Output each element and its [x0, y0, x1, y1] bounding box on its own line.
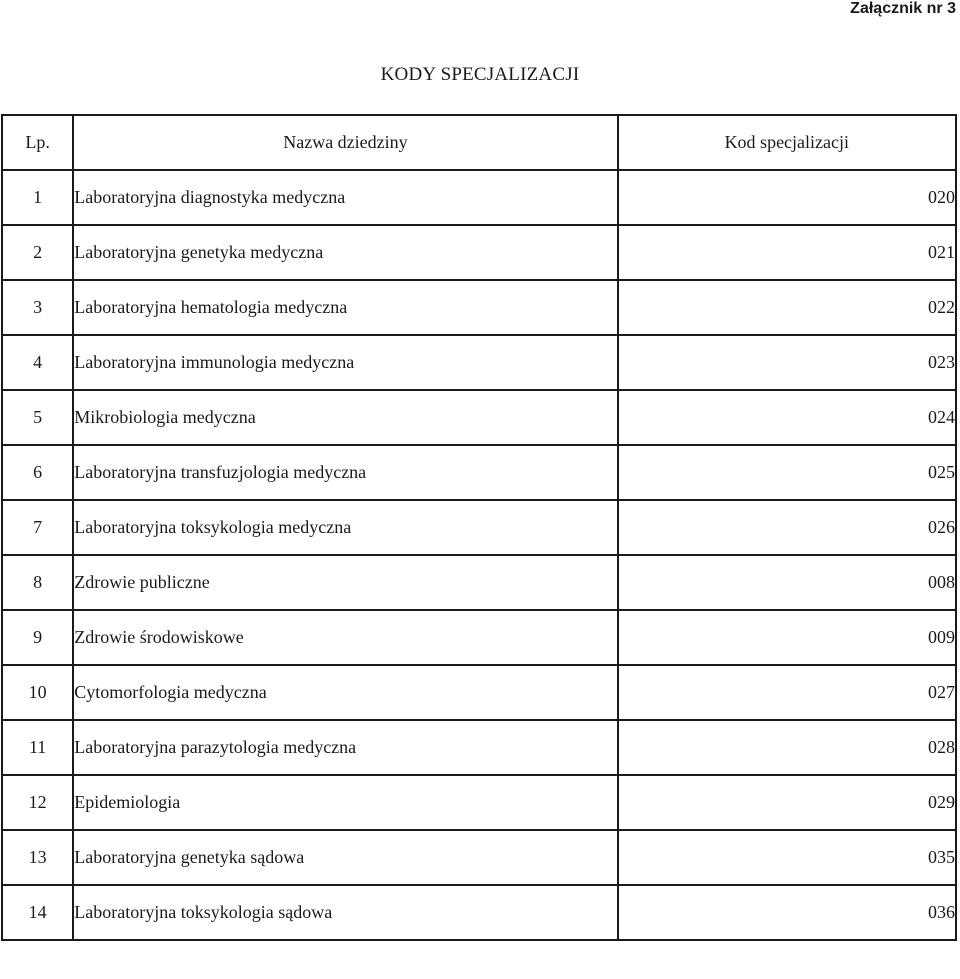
table-row [2, 720, 956, 775]
table-row [2, 335, 956, 390]
row-field-name: Cytomorfologia medyczna [73, 665, 617, 720]
row-lp: 5 [2, 390, 73, 445]
row-field-name: Laboratoryjna diagnostyka medyczna [73, 170, 617, 225]
table-row [2, 610, 956, 665]
row-code: 027 [618, 665, 956, 720]
header-field-name: Nazwa dziedziny [73, 115, 617, 170]
row-lp: 10 [2, 665, 73, 720]
row-lp: 13 [2, 830, 73, 885]
header-specialization-code: Kod specjalizacji [618, 115, 956, 170]
table-row [2, 555, 956, 610]
row-lp: 6 [2, 445, 73, 500]
row-code: 024 [618, 390, 956, 445]
row-code: 023 [618, 335, 956, 390]
row-field-name: Laboratoryjna toksykologia sądowa [73, 885, 617, 940]
row-field-name: Epidemiologia [73, 775, 617, 830]
table-row [2, 170, 956, 225]
row-lp: 9 [2, 610, 73, 665]
table-header-row [2, 115, 956, 170]
table-row [2, 390, 956, 445]
row-field-name: Mikrobiologia medyczna [73, 390, 617, 445]
table-row [2, 885, 956, 940]
row-lp: 2 [2, 225, 73, 280]
row-field-name: Laboratoryjna immunologia medyczna [73, 335, 617, 390]
table-body [2, 170, 956, 940]
row-code: 008 [618, 555, 956, 610]
row-code: 025 [618, 445, 956, 500]
annex-label: Załącznik nr 3 [850, 0, 956, 17]
table-row [2, 775, 956, 830]
row-code: 026 [618, 500, 956, 555]
row-lp: 3 [2, 280, 73, 335]
row-field-name: Zdrowie środowiskowe [73, 610, 617, 665]
row-code: 009 [618, 610, 956, 665]
row-field-name: Laboratoryjna parazytologia medyczna [73, 720, 617, 775]
row-lp: 12 [2, 775, 73, 830]
row-lp: 14 [2, 885, 73, 940]
row-field-name: Zdrowie publiczne [73, 555, 617, 610]
row-code: 035 [618, 830, 956, 885]
row-field-name: Laboratoryjna hematologia medyczna [73, 280, 617, 335]
row-code: 036 [618, 885, 956, 940]
row-lp: 7 [2, 500, 73, 555]
row-code: 021 [618, 225, 956, 280]
row-lp: 8 [2, 555, 73, 610]
row-lp: 4 [2, 335, 73, 390]
row-code: 028 [618, 720, 956, 775]
table-row [2, 445, 956, 500]
row-lp: 11 [2, 720, 73, 775]
specialization-codes-table [1, 114, 957, 941]
row-code: 029 [618, 775, 956, 830]
header-lp: Lp. [2, 115, 73, 170]
table-row [2, 500, 956, 555]
row-code: 020 [618, 170, 956, 225]
row-code: 022 [618, 280, 956, 335]
table-row [2, 225, 956, 280]
row-field-name: Laboratoryjna toksykologia medyczna [73, 500, 617, 555]
table-row [2, 280, 956, 335]
table-row [2, 830, 956, 885]
row-field-name: Laboratoryjna genetyka sądowa [73, 830, 617, 885]
row-field-name: Laboratoryjna genetyka medyczna [73, 225, 617, 280]
table-row [2, 665, 956, 720]
document-title: KODY SPECJALIZACJI [380, 64, 580, 85]
row-field-name: Laboratoryjna transfuzjologia medyczna [73, 445, 617, 500]
row-lp: 1 [2, 170, 73, 225]
